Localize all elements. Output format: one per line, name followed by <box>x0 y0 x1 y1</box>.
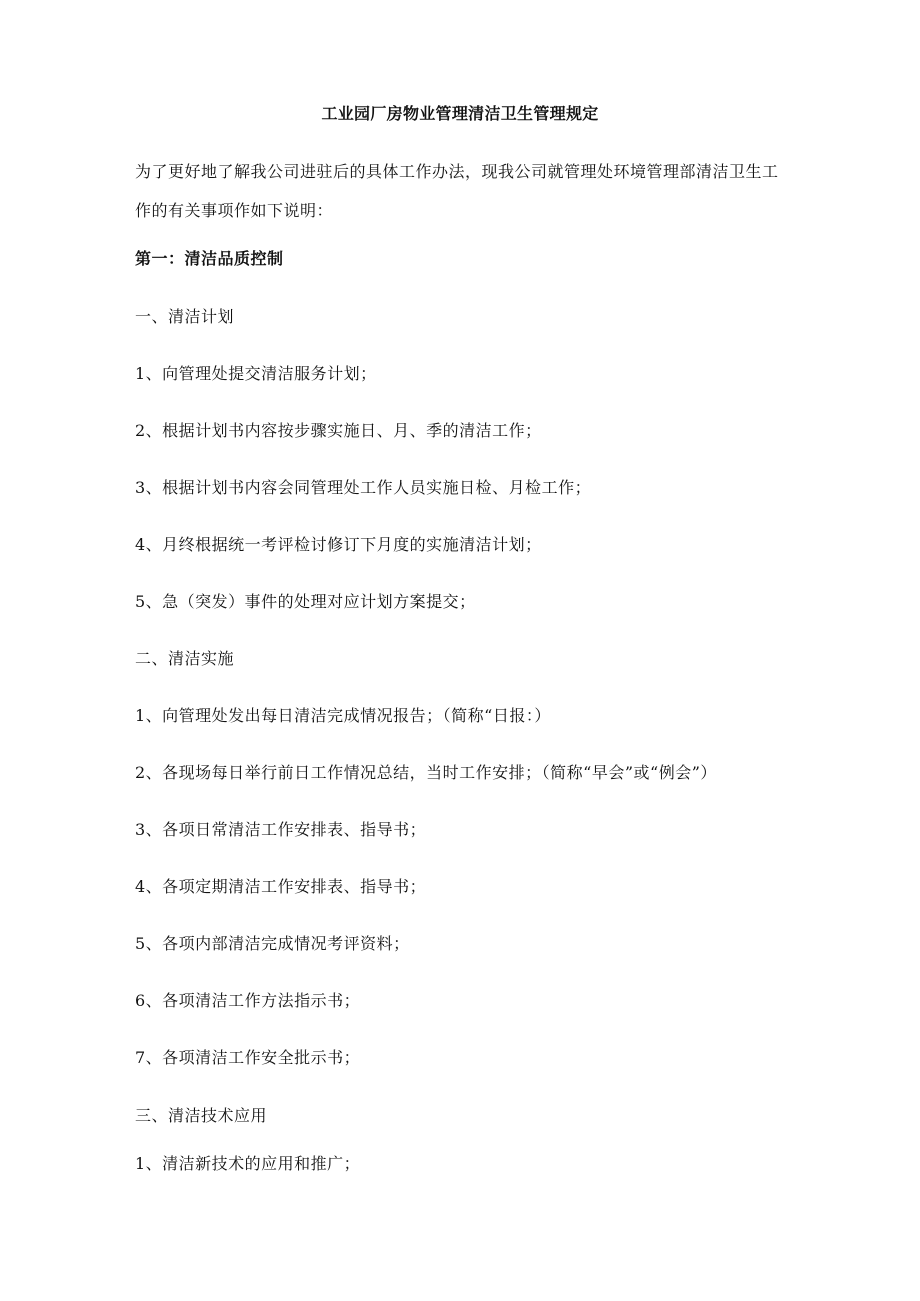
section3-item: 1、清洁新技术的应用和推广； <box>135 1154 361 1173</box>
part1-heading: 第一：清洁品质控制 <box>135 249 284 268</box>
section1-item: 1、向管理处提交清洁服务计划； <box>135 364 377 383</box>
section1-item: 2、根据计划书内容按步骤实施日、月、季的清洁工作； <box>135 421 542 440</box>
section1-item: 5、急（突发）事件的处理对应计划方案提交； <box>135 592 476 611</box>
section1-item: 4、月终根据统一考评检讨修订下月度的实施清洁计划； <box>135 535 542 554</box>
section2-item: 1、向管理处发出每日清洁完成情况报告；（简称“日报：） <box>135 706 551 725</box>
section2-item: 5、各项内部清洁完成情况考评资料； <box>135 934 410 953</box>
document-title: 工业园厂房物业管理清洁卫生管理规定 <box>321 104 599 123</box>
section3-heading: 三、清洁技术应用 <box>135 1106 268 1125</box>
section2-item: 4、各项定期清洁工作安排表、指导书； <box>135 877 427 896</box>
section2-item: 2、各现场每日举行前日工作情况总结，当时工作安排；（简称“早会”或“例会”） <box>135 763 717 782</box>
section1-heading: 一、清洁计划 <box>135 307 235 326</box>
intro-paragraph: 为了更好地了解我公司进驻后的具体工作办法，现我公司就管理处环境管理部清洁卫生工作的有关事项作如下说明： <box>135 162 779 220</box>
section1-item: 3、根据计划书内容会同管理处工作人员实施日检、月检工作； <box>135 478 592 497</box>
section2-item: 3、各项日常清洁工作安排表、指导书； <box>135 820 427 839</box>
section2-heading: 二、清洁实施 <box>135 649 235 668</box>
section2-item: 6、各项清洁工作方法指示书； <box>135 991 361 1010</box>
section2-item: 7、各项清洁工作安全批示书； <box>135 1048 361 1067</box>
